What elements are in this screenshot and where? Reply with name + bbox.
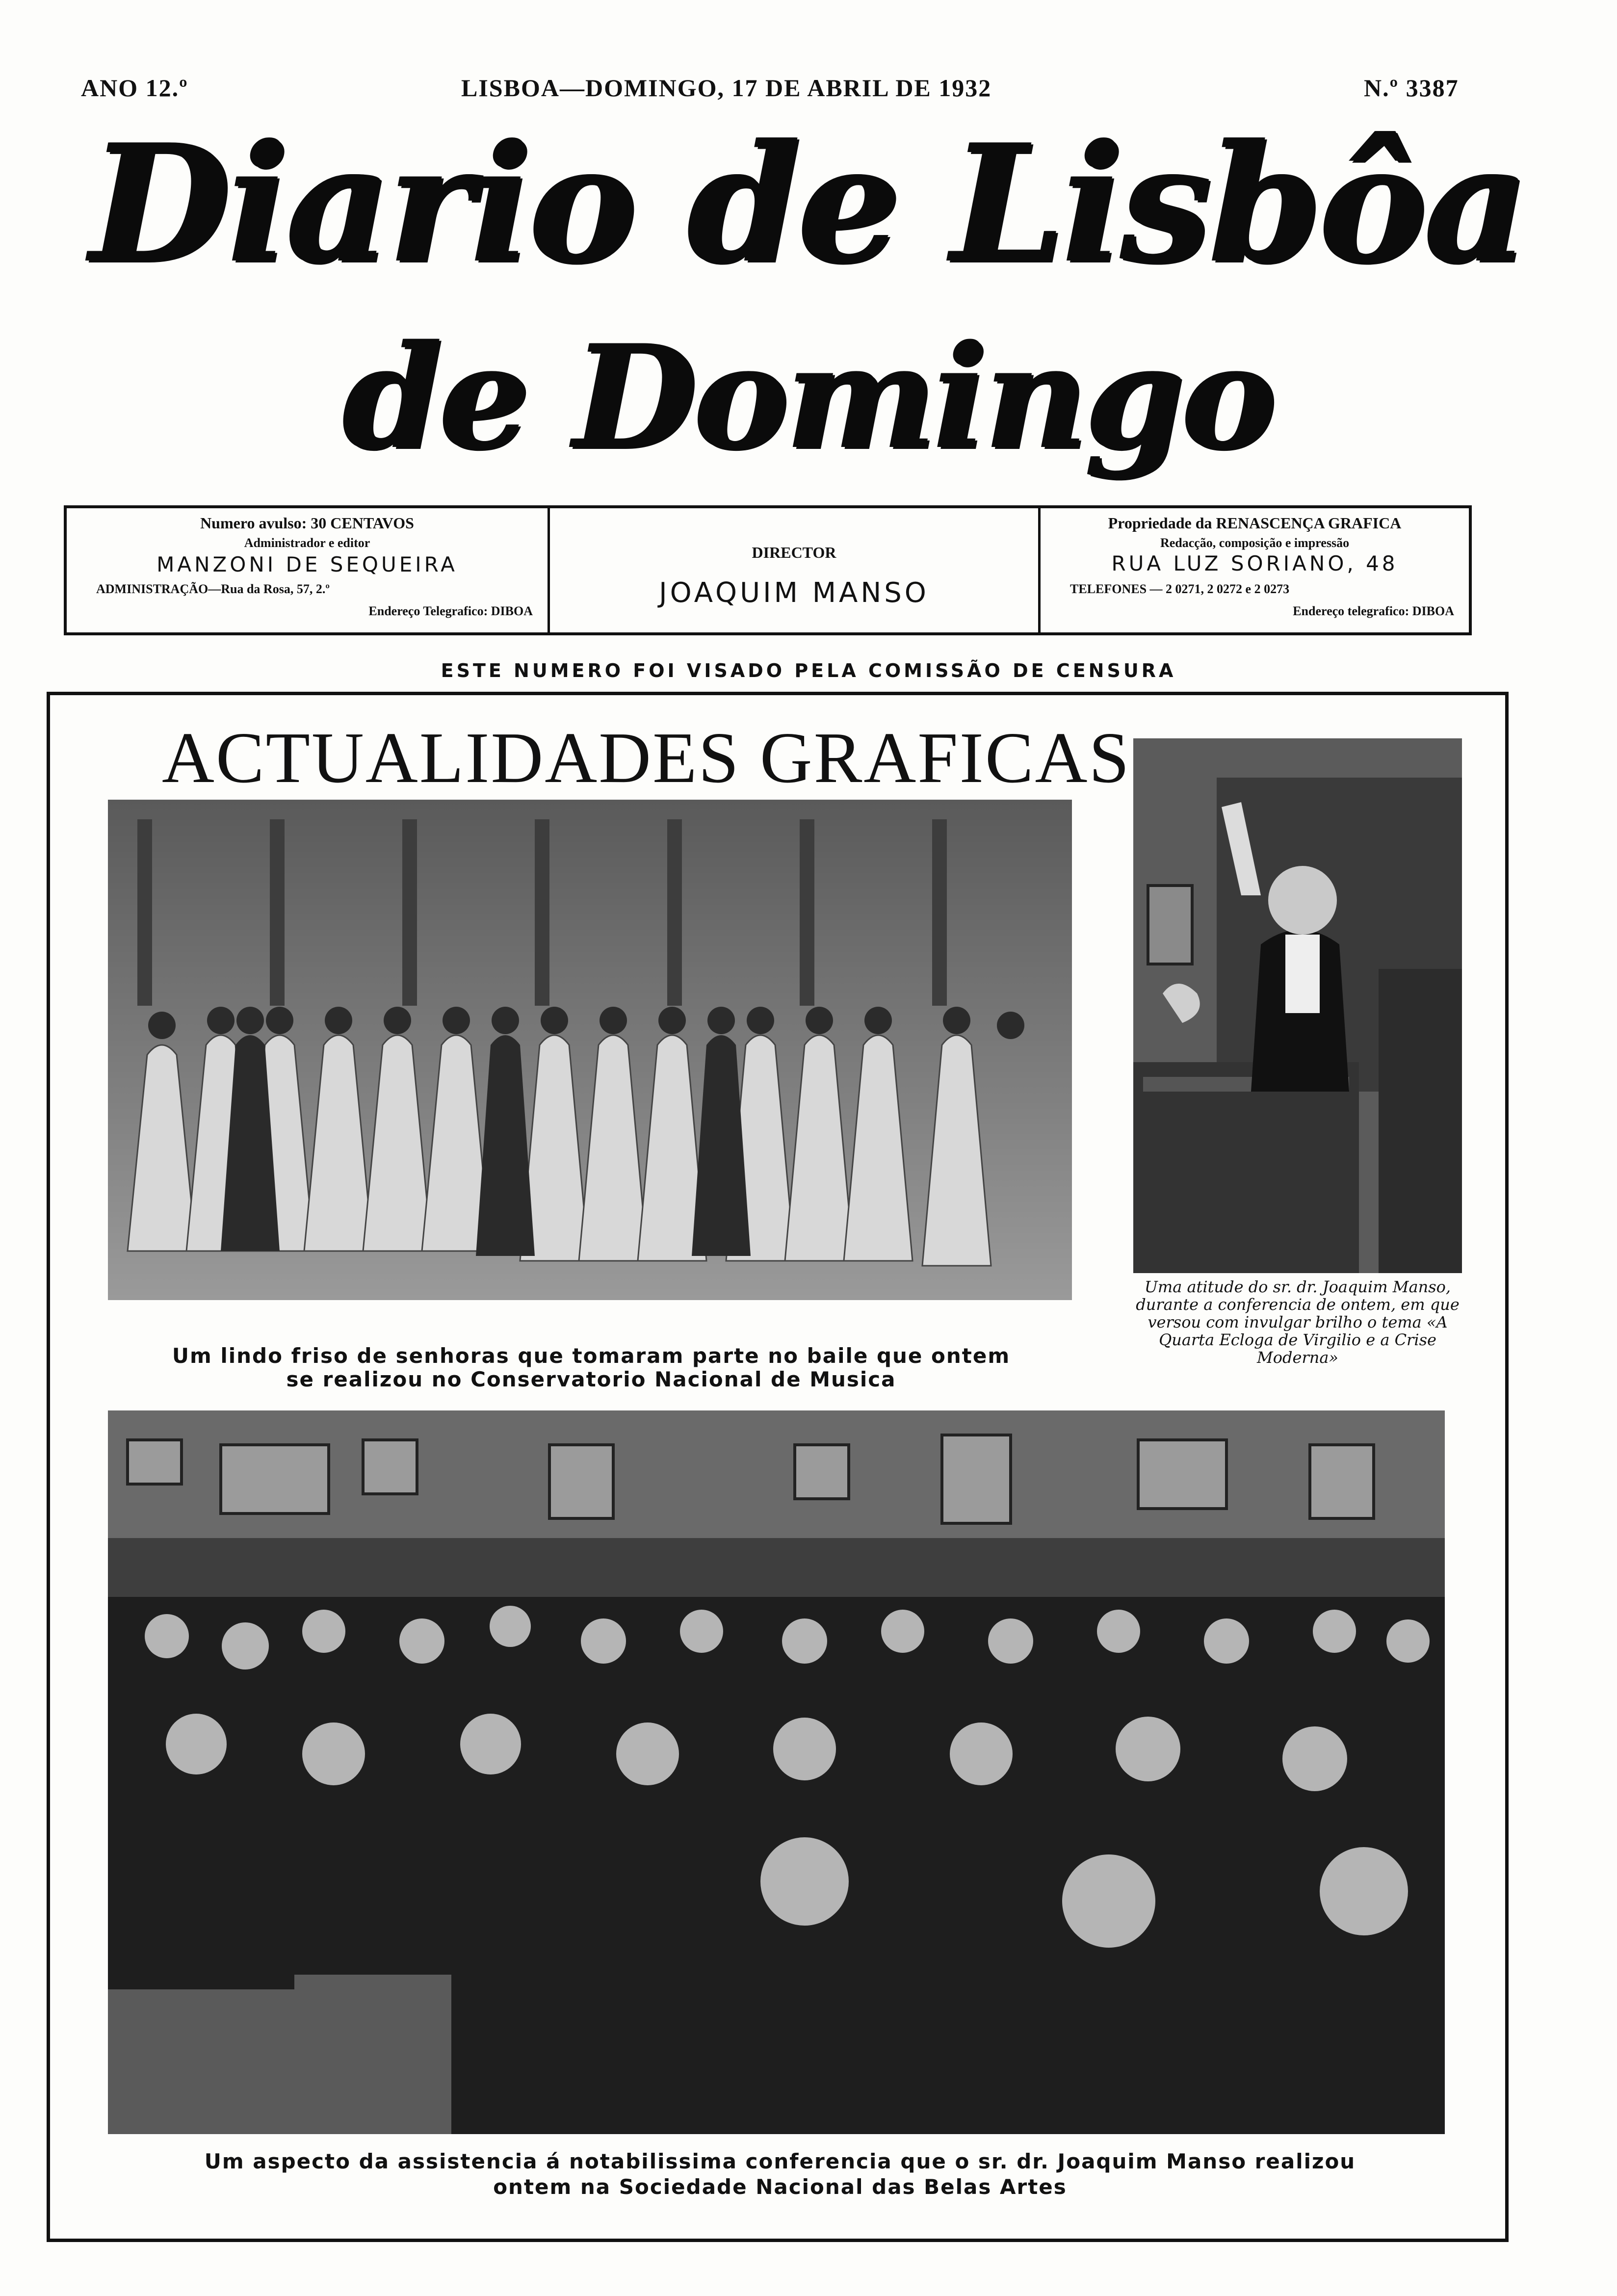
street-address: RUA LUZ SORIANO, 48 — [1111, 551, 1398, 575]
caption-audience — [98, 2149, 1462, 2200]
admin-info-column — [67, 508, 550, 632]
dateline: LISBOA—DOMINGO, 17 DE ABRIL DE 1932 — [461, 74, 992, 102]
admin-role: Administrador e editor — [244, 536, 370, 550]
publication-info-box — [64, 505, 1472, 635]
director-column — [550, 508, 1041, 632]
photo-audience — [108, 1410, 1445, 2134]
director-name: JOAQUIM MANSO — [659, 577, 929, 609]
editorial-line: Redacção, composição e impressão — [1160, 536, 1350, 550]
caption-audience-line2: ontem na Sociedade Nacional das Belas Artes — [493, 2175, 1067, 2199]
owner-telegraph: Endereço telegrafico: DIBOA — [1293, 604, 1454, 618]
photo-ladies-ball — [108, 800, 1072, 1300]
caption-ladies — [98, 1344, 1084, 1391]
caption-ladies-line2: se realizou no Conservatorio Nacional de Musica — [286, 1367, 896, 1391]
caption-ladies-line1: Um lindo friso de senhoras que tomaram parte no baile que ontem — [172, 1344, 1011, 1368]
issue-number: N.º 3387 — [1364, 74, 1459, 102]
censorship-notice: ESTE NUMERO FOI VISADO PELA COMISSÃO DE CENSURA — [441, 660, 1176, 681]
issue-year: ANO 12.º — [81, 74, 188, 102]
phone-numbers: TELEFONES — 2 0271, 2 0272 e 2 0273 — [1070, 582, 1290, 596]
admin-address: ADMINISTRAÇÃO—Rua da Rosa, 57, 2.º — [96, 582, 330, 596]
owner-column — [1041, 508, 1469, 632]
caption-audience-line1: Um aspecto da assistencia á notabilissima conferencia que o sr. dr. Joaquim Manso realizou — [204, 2149, 1356, 2173]
price-line: Numero avulso: 30 CENTAVOS — [200, 514, 414, 532]
masthead-title: Diario de Lisbôa — [90, 108, 1527, 299]
caption-speaker: Uma atitude do sr. dr. Joaquim Manso, durante a conferencia de ontem, em que versou com invulgar brilho o tema «A Quarta Ecloga de Virgilio e a Crise Moderna» — [1136, 1278, 1460, 1367]
masthead-subtitle: de Domingo — [343, 314, 1274, 481]
photo-speaker — [1133, 738, 1462, 1273]
admin-telegraph: Endereço Telegrafico: DIBOA — [368, 604, 533, 618]
director-role: DIRECTOR — [752, 544, 836, 561]
admin-name: MANZONI DE SEQUEIRA — [156, 552, 458, 576]
owner-line: Propriedade da RENASCENÇA GRAFICA — [1108, 514, 1402, 532]
section-title: ACTUALIDADES GRAFICAS — [162, 718, 1131, 798]
